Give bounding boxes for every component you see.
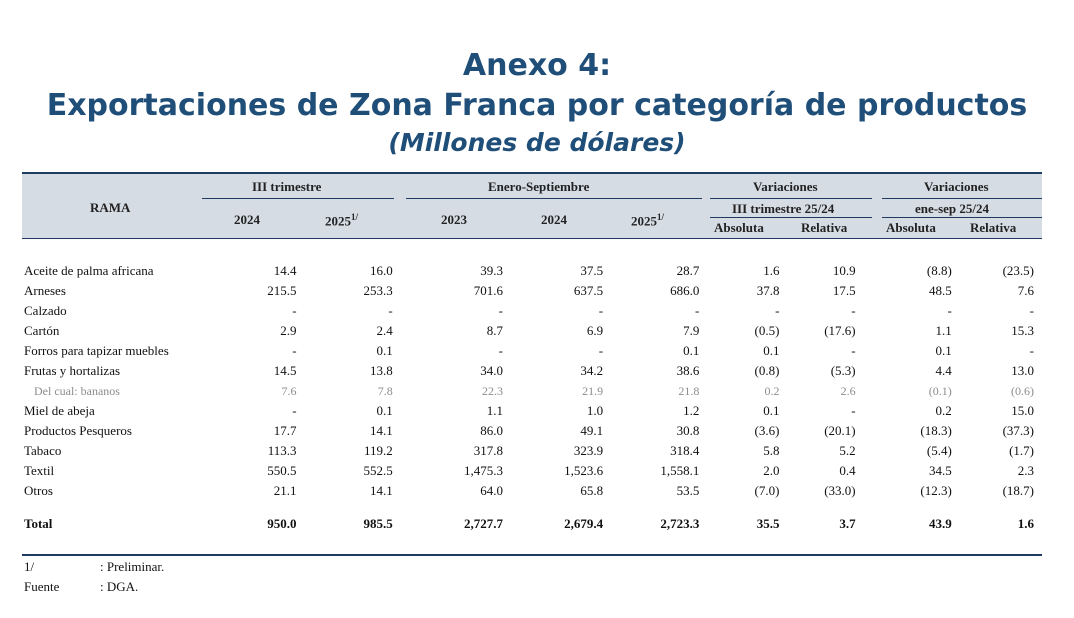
cell-value: 1.2 <box>683 403 700 418</box>
row-label: Aceite de palma africana <box>24 263 154 278</box>
cell-value: (33.0) <box>824 483 856 498</box>
cell-value: - <box>598 303 604 318</box>
cell-value: 1.1 <box>935 323 952 338</box>
note-text-1: : Preliminar. <box>100 559 165 574</box>
cell-value: 14.1 <box>369 483 393 498</box>
cell-value: 637.5 <box>573 283 604 298</box>
table-row <box>22 401 1042 421</box>
cell-value: (0.1) <box>928 383 952 398</box>
cell-value: 552.5 <box>363 463 393 478</box>
table-row <box>22 421 1042 441</box>
table-units: (Millones de dólares) <box>388 128 686 157</box>
cell-value: 6.9 <box>586 323 604 338</box>
cell-value: 14.1 <box>369 423 393 438</box>
cell-value: 65.8 <box>580 483 604 498</box>
note-text-2: : DGA. <box>100 579 139 594</box>
table-title: Exportaciones de Zona Franca por categoría de productos <box>46 88 1028 123</box>
cell-value: 2.3 <box>1017 463 1034 478</box>
table-header <box>22 172 1042 239</box>
table-row <box>22 261 1042 281</box>
note-key-2: Fuente <box>24 579 60 594</box>
cell-value: - <box>292 343 297 358</box>
cell-value: 7.9 <box>683 323 700 338</box>
table-row <box>22 441 1042 461</box>
cell-value: (37.3) <box>1002 423 1034 438</box>
cell-value: 2.6 <box>840 383 856 398</box>
cell-value: (12.3) <box>920 483 952 498</box>
cell-value: 0.1 <box>683 343 700 358</box>
header-ytd: Enero-Septiembre <box>488 179 590 194</box>
cell-value: (3.6) <box>754 423 780 438</box>
cell-value: 1.0 <box>586 403 604 418</box>
col-2024-ytd: 2024 <box>541 212 567 227</box>
cell-value: 13.8 <box>369 363 393 378</box>
cell-value: 119.2 <box>363 443 393 458</box>
cell-value: (23.5) <box>1002 263 1034 278</box>
cell-value: 13.0 <box>1011 363 1034 378</box>
table-row <box>22 381 1042 401</box>
cell-value: - <box>292 403 297 418</box>
total-value: 2,723.3 <box>660 516 700 531</box>
cell-value: 0.2 <box>764 383 780 398</box>
total-value: 2,727.7 <box>463 516 503 531</box>
cell-value: 317.8 <box>473 443 503 458</box>
cell-value: 48.5 <box>929 283 952 298</box>
cell-value: 21.1 <box>273 483 297 498</box>
cell-value: 0.2 <box>935 403 952 418</box>
cell-value: 4.4 <box>935 363 952 378</box>
header-rama: RAMA <box>90 200 131 215</box>
cell-value: (18.7) <box>1002 483 1034 498</box>
cell-value: 34.2 <box>580 363 604 378</box>
cell-value: 5.8 <box>763 443 780 458</box>
cell-value: 0.1 <box>763 343 780 358</box>
note-key-1: 1/ <box>24 559 35 574</box>
cell-value: 21.8 <box>678 383 700 398</box>
col-2024-q3: 2024 <box>234 212 260 227</box>
header-var-q3: Variaciones <box>753 179 818 194</box>
cell-value: (5.4) <box>926 443 952 458</box>
cell-value: 86.0 <box>480 423 503 438</box>
total-value: 43.9 <box>929 516 952 531</box>
row-label: Otros <box>24 483 53 498</box>
header-q3: III trimestre <box>252 179 322 194</box>
cell-value: (0.8) <box>754 363 780 378</box>
table-row <box>22 281 1042 301</box>
cell-value: - <box>388 303 393 318</box>
cell-value: 1,523.6 <box>564 463 604 478</box>
cell-value: 64.0 <box>480 483 503 498</box>
cell-value: 550.5 <box>267 463 297 478</box>
cell-value: 10.9 <box>832 263 856 278</box>
row-label: Del cual: bananos <box>34 383 120 398</box>
total-label: Total <box>24 516 53 531</box>
cell-value: - <box>1029 303 1034 318</box>
cell-value: - <box>694 303 700 318</box>
row-label: Forros para tapizar muebles <box>24 343 169 358</box>
cell-value: 0.1 <box>376 403 393 418</box>
total-value: 3.7 <box>839 516 856 531</box>
cell-value: - <box>851 303 856 318</box>
cell-value: 37.5 <box>580 263 604 278</box>
cell-value: 318.4 <box>670 443 700 458</box>
table-row <box>22 461 1042 481</box>
cell-value: 5.2 <box>839 443 856 458</box>
cell-value: - <box>498 343 503 358</box>
col-2023-ytd: 2023 <box>441 212 467 227</box>
cell-value: 0.4 <box>839 463 856 478</box>
cell-value: 7.6 <box>281 383 297 398</box>
cell-value: 17.7 <box>273 423 297 438</box>
cell-value: 686.0 <box>670 283 700 298</box>
cell-value: 15.0 <box>1011 403 1034 418</box>
row-label: Productos Pesqueros <box>24 423 132 438</box>
header-var-q3-sub: III trimestre 25/24 <box>732 201 835 216</box>
cell-value: 113.3 <box>267 443 297 458</box>
cell-value: 7.6 <box>1017 283 1034 298</box>
cell-value: - <box>947 303 952 318</box>
cell-value: 53.5 <box>676 483 700 498</box>
cell-value: 14.4 <box>273 263 297 278</box>
cell-value: (20.1) <box>824 423 856 438</box>
cell-value: - <box>851 403 856 418</box>
cell-value: 2.9 <box>280 323 297 338</box>
cell-value: 38.6 <box>676 363 700 378</box>
total-value: 35.5 <box>756 516 780 531</box>
annex-title: Anexo 4: <box>462 48 612 83</box>
row-label: Calzado <box>24 303 67 318</box>
cell-value: 323.9 <box>573 443 604 458</box>
cell-value: (0.5) <box>754 323 780 338</box>
table-row <box>22 301 1042 321</box>
cell-value: 15.3 <box>1011 323 1034 338</box>
row-label: Textil <box>24 463 55 478</box>
table-row <box>22 321 1042 341</box>
cell-value: 8.7 <box>486 323 503 338</box>
cell-value: 1,558.1 <box>660 463 700 478</box>
cell-value: 21.9 <box>582 383 604 398</box>
cell-value: - <box>1029 343 1034 358</box>
cell-value: - <box>292 303 297 318</box>
cell-value: (8.8) <box>926 263 952 278</box>
cell-value: 17.5 <box>832 283 856 298</box>
cell-value: 253.3 <box>363 283 393 298</box>
cell-value: (0.6) <box>1011 383 1034 398</box>
cell-value: 34.0 <box>480 363 503 378</box>
cell-value: 39.3 <box>480 263 503 278</box>
cell-value: (7.0) <box>754 483 780 498</box>
cell-value: 0.1 <box>763 403 780 418</box>
cell-value: (18.3) <box>920 423 952 438</box>
table-row <box>22 341 1042 361</box>
cell-value: 701.6 <box>473 283 503 298</box>
col-rel-q3: Relativa <box>801 220 848 235</box>
col-2025-q3: $2025^{1/}$ <box>325 212 359 229</box>
table-bottom-rule <box>22 554 1042 556</box>
cell-value: (1.7) <box>1009 443 1034 458</box>
col-rel-ytd: Relativa <box>970 220 1017 235</box>
cell-value: 0.1 <box>935 343 952 358</box>
table-body <box>22 261 1042 535</box>
cell-value: 34.5 <box>929 463 952 478</box>
total-value: 985.5 <box>363 516 393 531</box>
cell-value: 1.6 <box>763 263 780 278</box>
col-abs-ytd: Absoluta <box>886 220 936 235</box>
cell-value: 49.1 <box>580 423 604 438</box>
cell-value: 22.3 <box>481 383 503 398</box>
cell-value: - <box>498 303 503 318</box>
cell-value: 7.8 <box>377 383 393 398</box>
cell-value: 215.5 <box>267 283 297 298</box>
cell-value: - <box>851 343 856 358</box>
cell-value: (5.3) <box>830 363 856 378</box>
cell-value: 1,475.3 <box>463 463 503 478</box>
cell-value: - <box>598 343 604 358</box>
cell-value: 16.0 <box>369 263 393 278</box>
row-label: Tabaco <box>24 443 62 458</box>
row-label: Miel de abeja <box>24 403 95 418</box>
cell-value: 28.7 <box>676 263 700 278</box>
cell-value: 1.1 <box>486 403 503 418</box>
cell-value: 14.5 <box>273 363 297 378</box>
col-2025-ytd: $2025^{1/}$ <box>631 212 665 229</box>
total-row <box>22 513 1042 535</box>
cell-value: 37.8 <box>756 283 780 298</box>
cell-value: 2.4 <box>376 323 393 338</box>
cell-value: 2.0 <box>763 463 780 478</box>
row-label: Arneses <box>24 283 66 298</box>
table-row <box>22 481 1042 501</box>
col-abs-q3: Absoluta <box>714 220 764 235</box>
header-var-ytd-sub: ene-sep 25/24 <box>915 201 990 216</box>
cell-value: - <box>775 303 780 318</box>
total-value: 950.0 <box>267 516 297 531</box>
cell-value: (17.6) <box>824 323 856 338</box>
table-row <box>22 361 1042 381</box>
total-value: 1.6 <box>1017 516 1034 531</box>
row-label: Cartón <box>24 323 60 338</box>
export-table <box>22 172 1042 535</box>
cell-value: 30.8 <box>676 423 700 438</box>
total-value: 2,679.4 <box>564 516 604 531</box>
header-var-ytd: Variaciones <box>924 179 989 194</box>
cell-value: 0.1 <box>376 343 393 358</box>
row-label: Frutas y hortalizas <box>24 363 121 378</box>
